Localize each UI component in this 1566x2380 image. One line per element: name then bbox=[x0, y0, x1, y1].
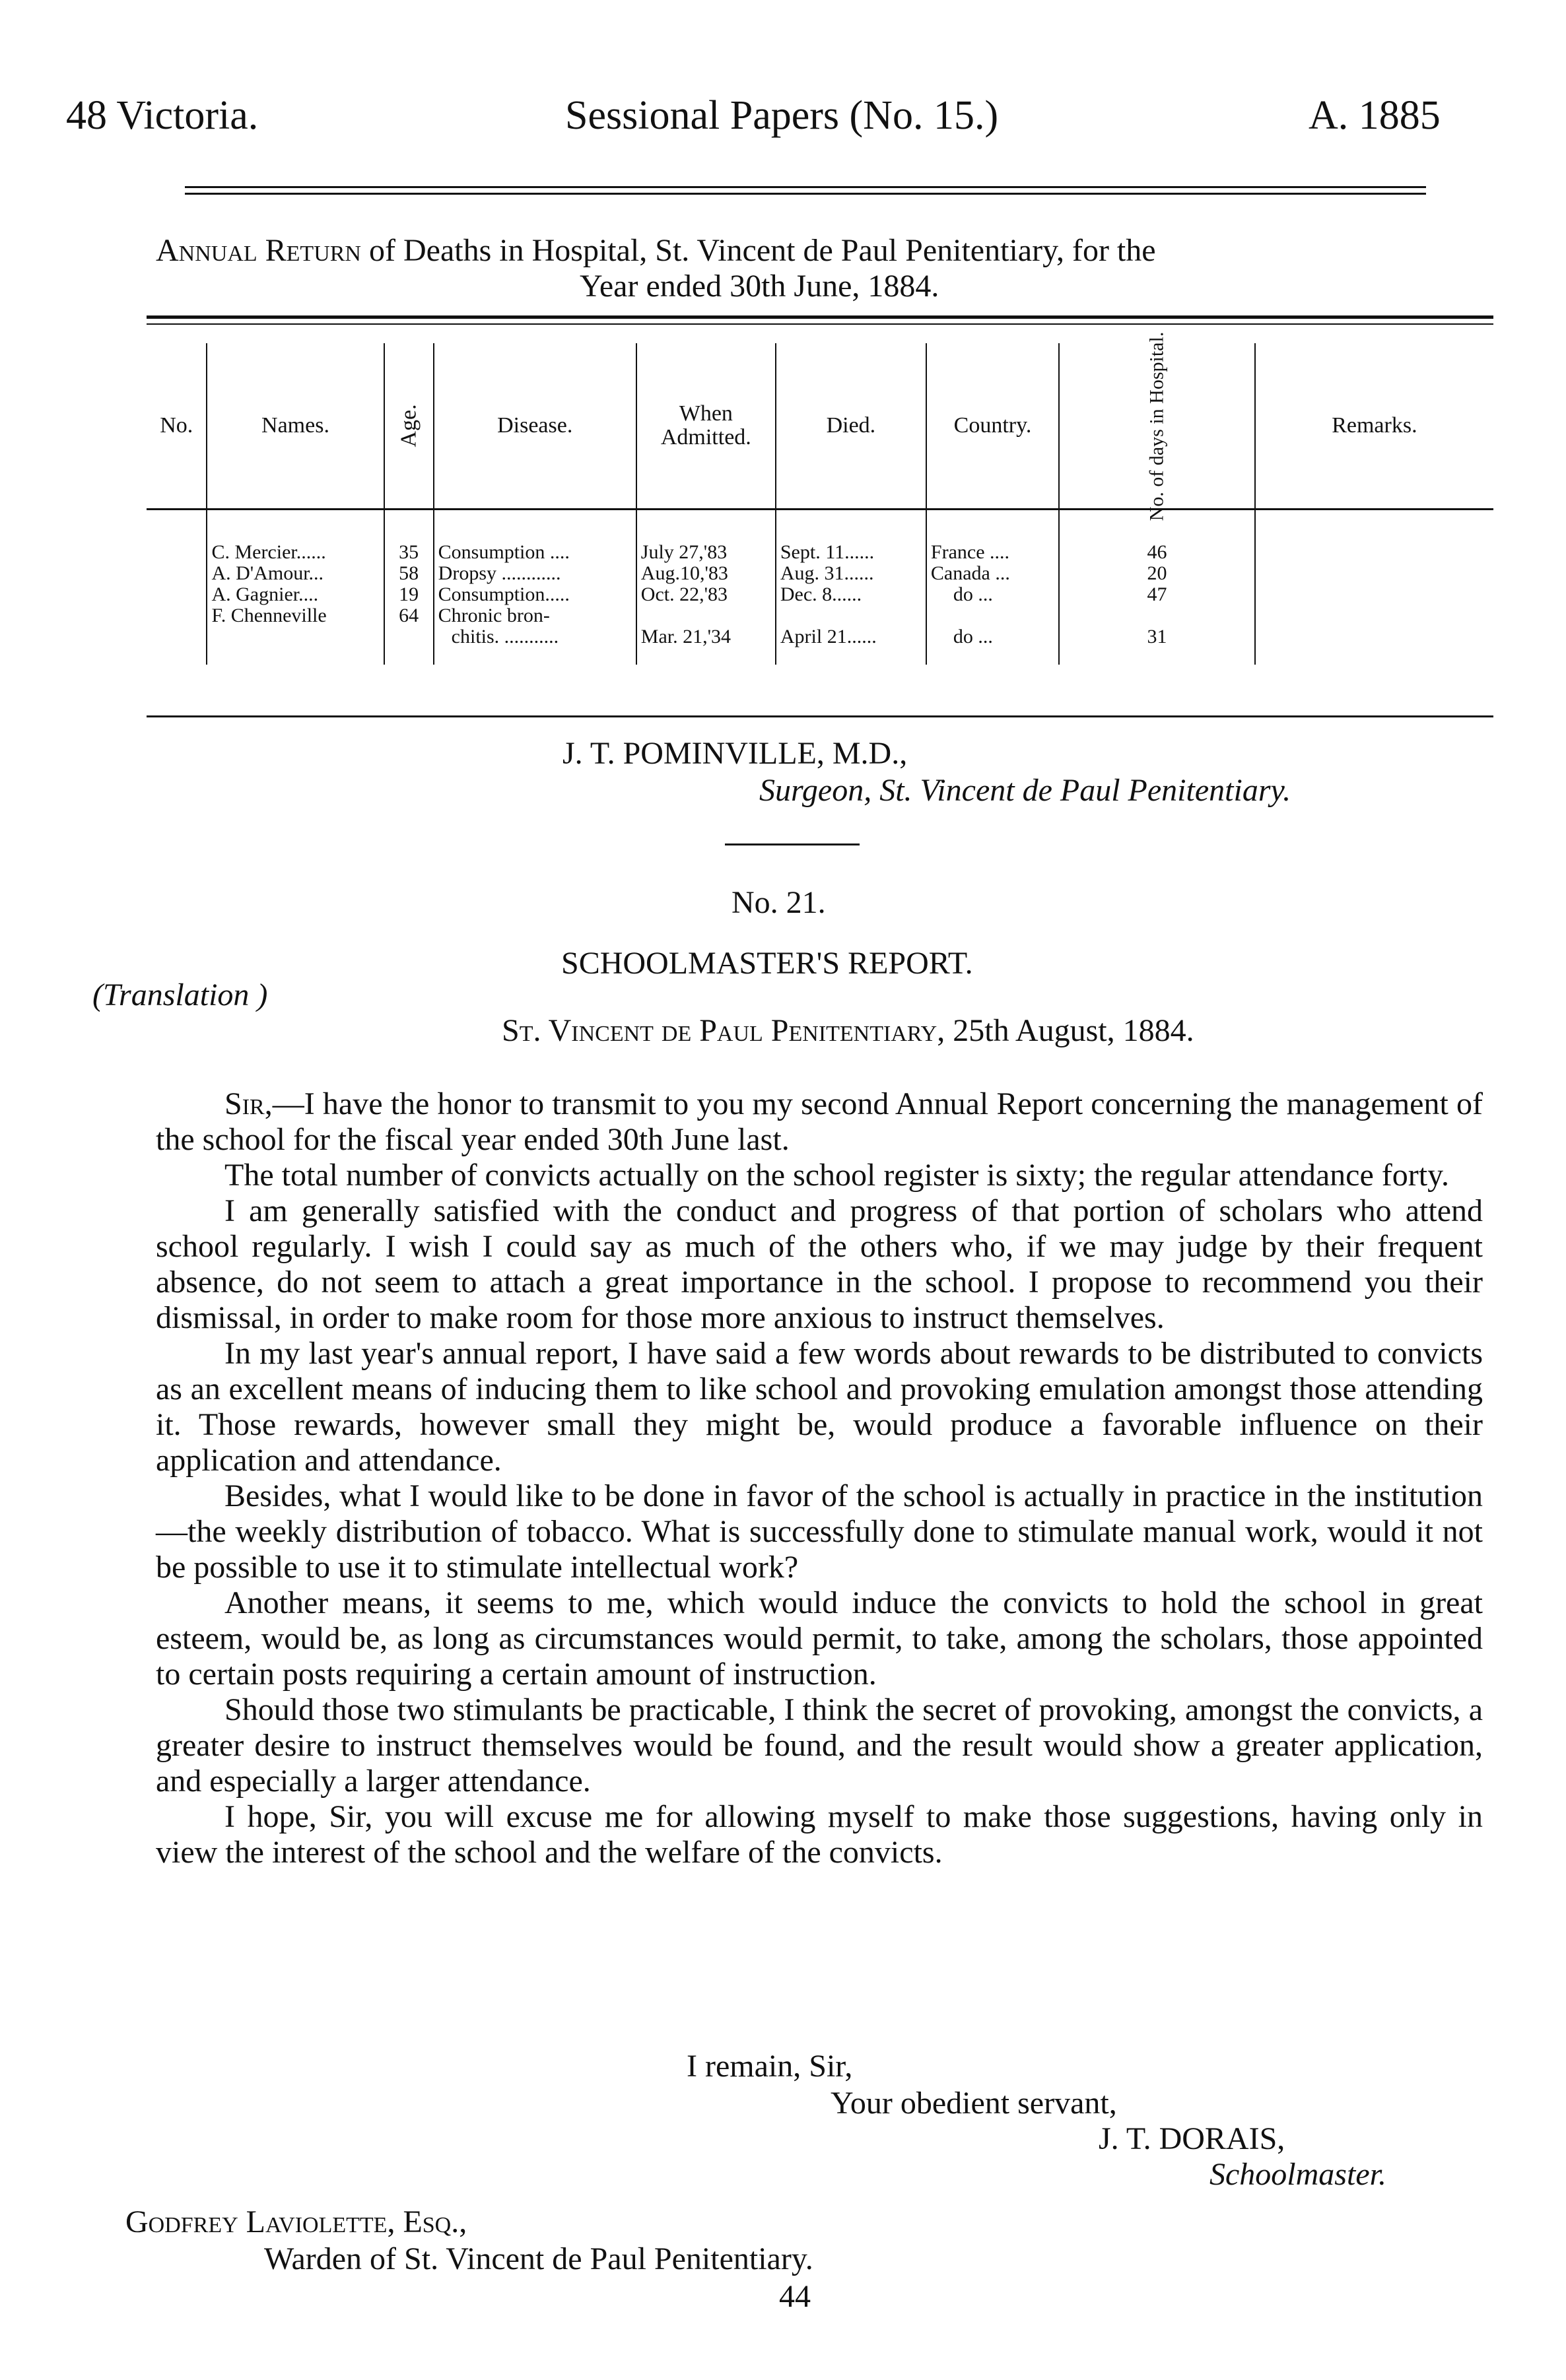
cell-name: A. Gagnier.... bbox=[207, 584, 384, 605]
table-row bbox=[147, 584, 1493, 605]
deaths-table-header-row bbox=[147, 343, 1493, 510]
cell-country-line1 bbox=[953, 605, 1054, 626]
cell-age: 64 bbox=[384, 605, 434, 665]
table-bottom-rule bbox=[147, 715, 1493, 717]
report-paragraph-text: —I have the honor to transmit to you my second Annual Report concerning the management of the school for the fiscal year ended 30th June last. bbox=[156, 1086, 1483, 1157]
cell-no bbox=[147, 584, 207, 605]
cell-disease: Consumption..... bbox=[434, 584, 636, 605]
col-header-no: No. bbox=[160, 413, 193, 438]
cell-disease-line2: chitis. ........... bbox=[451, 626, 559, 647]
col-header-died: Died. bbox=[776, 343, 926, 510]
section-divider bbox=[725, 843, 860, 845]
table-row bbox=[147, 510, 1493, 564]
cell-died: Dec. 8...... bbox=[776, 584, 926, 605]
cell-name: C. Mercier...... bbox=[207, 510, 384, 564]
cell-country: Canada ... bbox=[926, 563, 1059, 584]
salutation: Sir, bbox=[224, 1086, 273, 1121]
report-paragraph: The total number of convicts actually on the school register is sixty; the regular attendance forty. bbox=[224, 1158, 1449, 1193]
header-session: 48 Victoria. bbox=[66, 93, 259, 138]
col-header-admitted: When Admitted. bbox=[636, 343, 776, 510]
cell-days-line1 bbox=[1064, 605, 1250, 626]
col-header-age-text: Age. bbox=[396, 404, 421, 447]
translation-note: (Translation ) bbox=[92, 977, 268, 1012]
closing-servant: Your obedient servant, bbox=[831, 2086, 1117, 2121]
report-date: 25th August, 1884. bbox=[953, 1013, 1194, 1048]
cell-admitted: Oct. 22,'83 bbox=[636, 584, 776, 605]
cell-died: Aug. 31...... bbox=[776, 563, 926, 584]
report-number: No. 21. bbox=[732, 885, 826, 920]
header-papers: Sessional Papers (No. 15.) bbox=[565, 93, 999, 138]
report-paragraph: I am generally satisfied with the conduct and progress of that portion of scholars who attend school regularly. I wish I could say as much of the others who, if we may judge by their frequent absence, do not seem to attach a great importance in the school. I propose to recommend you their dismissal, in order to make room for those more anxious to instruct themselves. bbox=[156, 1193, 1483, 1335]
cell-days: 47 bbox=[1059, 584, 1255, 605]
deaths-table bbox=[147, 331, 1493, 665]
report-paragraph: Another means, it seems to me, which would induce the convicts to hold the school in great esteem, would be, as long as circumstances would permit, to take, among the scholars, those appointed to certain posts requiring a certain amount of instruction. bbox=[156, 1585, 1483, 1692]
signer-name: J. T. DORAIS, bbox=[1099, 2121, 1285, 2156]
table-top-rule-thin bbox=[147, 323, 1493, 325]
cell-no bbox=[147, 510, 207, 564]
report-paragraph: Should those two stimulants be practicable, I think the secret of provoking, amongst the convicts, a greater desire to instruct themselves would be found, and the result would show a greater application, and especially a larger attendance. bbox=[156, 1692, 1483, 1799]
surgeon-name: J. T. POMINVILLE, M.D., bbox=[562, 736, 908, 771]
cell-age: 58 bbox=[384, 563, 434, 584]
col-header-age bbox=[384, 343, 434, 510]
report-paragraph: In my last year's annual report, I have said a few words about rewards to be distributed to convicts as an excellent means of inducing them to like school and provoking emulation amongst those attending it. Those rewards, however small they might be, would produce a favorable influence on their application and attendance. bbox=[156, 1336, 1483, 1478]
cell-days-line2: 31 bbox=[1147, 626, 1167, 647]
cell-age: 35 bbox=[384, 510, 434, 564]
cell-country bbox=[926, 605, 1059, 665]
cell-days bbox=[1059, 605, 1255, 665]
report-place-date bbox=[502, 1012, 1194, 1049]
col-header-days bbox=[1059, 331, 1255, 521]
cell-days: 20 bbox=[1059, 563, 1255, 584]
cell-disease: Consumption .... bbox=[434, 510, 636, 564]
cell-no bbox=[147, 563, 207, 584]
cell-admitted: Aug.10,'83 bbox=[636, 563, 776, 584]
cell-country-line2: do ... bbox=[953, 626, 993, 647]
cell-disease: Dropsy ............ bbox=[434, 563, 636, 584]
col-header-names: Names. bbox=[207, 343, 384, 510]
col-header-country: Country. bbox=[926, 343, 1059, 510]
cell-admitted: July 27,'83 bbox=[636, 510, 776, 564]
cell-name: A. D'Amour... bbox=[207, 563, 384, 584]
page-number: 44 bbox=[779, 2279, 811, 2314]
cell-remarks bbox=[1255, 510, 1493, 564]
header-rule-bottom bbox=[185, 193, 1426, 195]
cell-disease bbox=[434, 605, 636, 665]
cell-name: F. Chenneville bbox=[207, 605, 384, 665]
col-header-days-text: No. of days in Hospital. bbox=[1145, 331, 1168, 521]
cell-no bbox=[147, 605, 207, 665]
report-paragraph: Besides, what I would like to be done in favor of the school is actually in practice in the institution—the weekly distribution of tobacco. What is successfully done to stimulate manual work, would it not be possible to use it to stimulate intellectual work? bbox=[156, 1478, 1483, 1585]
cell-age: 19 bbox=[384, 584, 434, 605]
col-header-remarks: Remarks. bbox=[1255, 343, 1493, 510]
cell-country: France .... bbox=[926, 510, 1059, 564]
header-rule-top bbox=[185, 186, 1426, 188]
header-year: A. 1885 bbox=[1309, 93, 1441, 138]
report-body bbox=[156, 1086, 1483, 1870]
cell-country: do ... bbox=[926, 584, 1059, 605]
return-title-line1 bbox=[156, 232, 1156, 269]
addressee-name: Godfrey Laviolette, Esq., bbox=[125, 2204, 467, 2239]
cell-disease-line1: Chronic bron- bbox=[438, 605, 550, 626]
cell-admitted-line1 bbox=[641, 605, 771, 626]
addressee-title: Warden of St. Vincent de Paul Penitentiary. bbox=[264, 2241, 813, 2276]
return-title-line2: Year ended 30th June, 1884. bbox=[580, 269, 939, 304]
table-row bbox=[147, 563, 1493, 584]
cell-died-line1 bbox=[780, 605, 922, 626]
closing-remain: I remain, Sir, bbox=[687, 2049, 853, 2084]
cell-remarks bbox=[1255, 563, 1493, 584]
table-top-rule bbox=[147, 315, 1493, 319]
report-paragraph bbox=[156, 1086, 1483, 1158]
cell-admitted bbox=[636, 605, 776, 665]
cell-died bbox=[776, 605, 926, 665]
signer-title: Schoolmaster. bbox=[1209, 2157, 1386, 2192]
report-paragraph: I hope, Sir, you will excuse me for allowing myself to make those suggestions, having only in view the interest of the school and the welfare of the convicts. bbox=[156, 1799, 1483, 1870]
cell-remarks bbox=[1255, 605, 1493, 665]
return-title-rest: of Deaths in Hospital, St. Vincent de Paul Penitentiary, for the bbox=[369, 233, 1156, 268]
cell-died: Sept. 11...... bbox=[776, 510, 926, 564]
cell-days: 46 bbox=[1059, 510, 1255, 564]
cell-died-line2: April 21...... bbox=[780, 626, 877, 647]
cell-admitted-line2: Mar. 21,'34 bbox=[640, 626, 732, 647]
col-header-disease: Disease. bbox=[434, 343, 636, 510]
surgeon-title: Surgeon, St. Vincent de Paul Penitentiary. bbox=[759, 773, 1291, 808]
table-row bbox=[147, 605, 1493, 665]
return-title-lead: Annual Return bbox=[156, 233, 361, 268]
report-heading: SCHOOLMASTER'S REPORT. bbox=[561, 946, 973, 981]
report-place: St. Vincent de Paul Penitentiary, bbox=[502, 1013, 945, 1048]
cell-remarks bbox=[1255, 584, 1493, 605]
